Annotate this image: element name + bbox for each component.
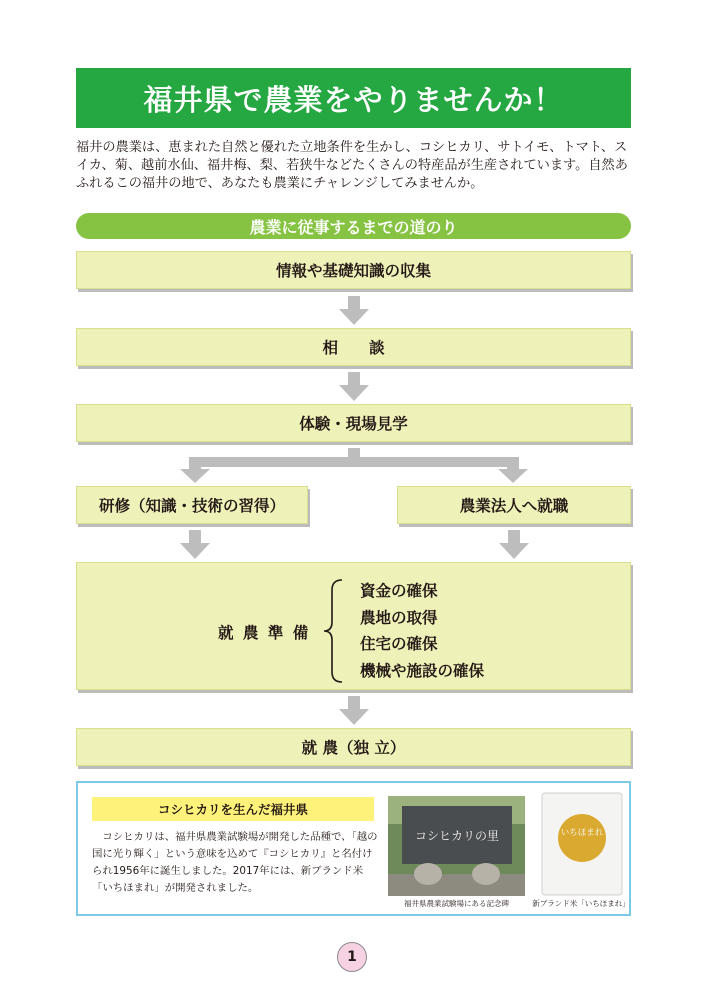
- preparation-list: [360, 578, 484, 684]
- down-arrow-icon: [497, 530, 531, 560]
- page-title: 福井県で農業をやりませんか！: [76, 68, 631, 128]
- preparation-item-machinery: 機械や施設の確保: [360, 661, 485, 680]
- step-information-gathering: [76, 251, 631, 289]
- rice-bag-image: [539, 790, 625, 898]
- koshihikari-heading: コシヒカリを生んだ福井県: [92, 797, 374, 821]
- down-arrow-icon: [337, 296, 371, 326]
- step-label: 就 農（独 立）: [301, 739, 406, 757]
- photo-caption: 福井県農業試験場にある記念碑: [404, 899, 509, 908]
- koshihikari-text: コシヒカリは、福井県農業試験場が開発した品種で、「越の国に光り輝く」という意味を込めて『コシヒカリ』と名付けられ1956年に誕生しました。2017年には、新ブランド米「いちほまれ」が開発されました。: [92, 831, 378, 894]
- flow-heading: 農業に従事するまでの道のり: [76, 213, 631, 239]
- preparation-label: 就 農 準 備: [218, 624, 311, 642]
- down-arrow-icon: [337, 696, 371, 726]
- down-arrow-icon: [178, 530, 212, 560]
- rice-bag-caption: 新ブランド米「いちほまれ」: [532, 899, 630, 908]
- preparation-item-funds: 資金の確保: [360, 582, 438, 600]
- down-arrow-icon: [337, 372, 371, 402]
- curly-brace-icon: [322, 578, 346, 684]
- step-label: 情報や基礎知識の収集: [275, 262, 431, 280]
- memorial-stone-inscription: コシヒカリの里: [414, 829, 500, 843]
- step-label: 農業法人へ就職: [459, 497, 569, 515]
- page-number: 1: [337, 942, 367, 972]
- step-consultation: [76, 328, 631, 366]
- step-preparation-box: [76, 562, 631, 690]
- memorial-stone-photo: [388, 796, 525, 896]
- preparation-item-housing: 住宅の確保: [360, 635, 438, 653]
- step-agri-corporation-employment: [397, 486, 631, 524]
- branch-arrow-icon: [178, 448, 530, 484]
- preparation-item-farmland: 農地の取得: [360, 608, 438, 627]
- step-label: 研修（知識・技術の習得）: [98, 497, 285, 515]
- intro-paragraph: 福井の農業は、恵まれた自然と優れた立地条件を生かし、コシヒカリ、サトイモ、トマト、スイカ、菊、越前水仙、福井梅、梨、若狭牛などたくさんの特産品が生産されています。自然あふれるこの福井の地で、あなたも農業にチャレンジしてみませんか。: [76, 140, 628, 191]
- rice-bag-label: いちほまれ: [560, 828, 604, 838]
- step-independent-farming: [76, 728, 631, 766]
- step-label: 相 談: [322, 339, 385, 357]
- step-training: [76, 486, 308, 524]
- step-label: 体験・現場見学: [299, 415, 408, 433]
- step-experience-visit: [76, 404, 631, 442]
